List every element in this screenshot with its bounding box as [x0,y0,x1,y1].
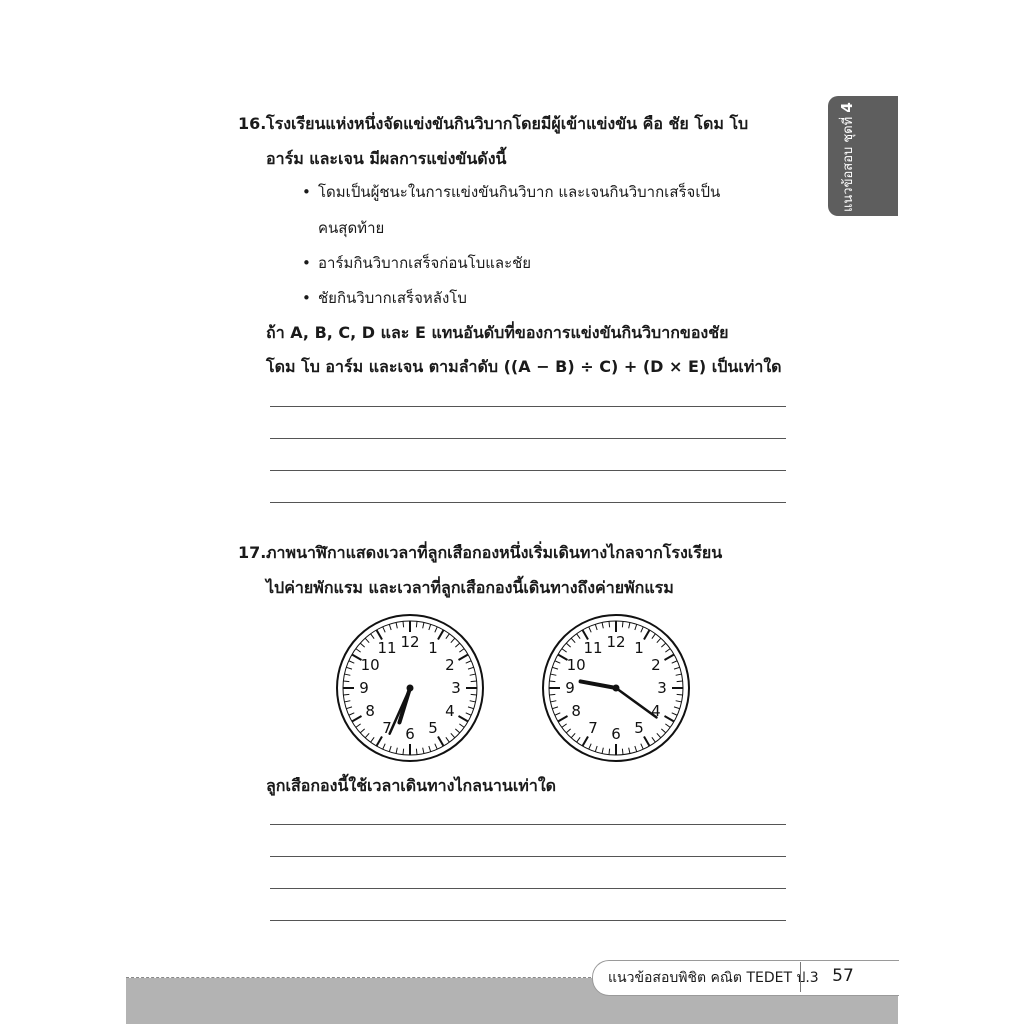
clock-tick [343,694,349,695]
clock-tick [471,681,477,682]
clock-number: 11 [377,639,397,658]
clock-tick [609,621,610,627]
clock-number: 8 [365,702,375,720]
clock-number: 5 [428,718,438,737]
q16-bullet2: อาร์มกินวิบากเสร็จก่อนโบและชัย [318,254,532,272]
answer-line[interactable] [270,888,786,889]
answer-line[interactable] [270,406,786,407]
clock-number: 12 [400,633,420,651]
answer-line[interactable] [270,438,786,439]
clock-number: 4 [651,702,661,720]
answer-line[interactable] [270,856,786,857]
clock-tick [416,621,417,627]
q16-number: 16. [238,114,267,133]
clock-tick [622,749,623,755]
clock-number: 6 [405,725,415,743]
start-clock [334,612,486,764]
clock-center [613,685,620,692]
clock-center [407,685,414,692]
q16-question-line2: โดม โบ อาร์ม และเจน ตามลำดับ ((A − B) ÷ C) + (D × E) เป็นเท่าใด [266,357,782,376]
q17-question: ลูกเสือกองนี้ใช้เวลาเดินทางไกลนานเท่าใด [266,776,557,795]
clock-number: 7 [382,718,392,737]
q17-number: 17. [238,543,267,562]
clock-number: 2 [445,656,455,674]
clock-number: 1 [428,639,438,658]
clock-tick [403,749,404,755]
answer-line[interactable] [270,920,786,921]
clock-tick [609,749,610,755]
clock-number: 6 [611,725,621,743]
side-tab-label: แนวข้อสอบ ชุดที่ 4 [838,102,856,212]
clock-tick [549,681,555,682]
footer-separator [800,962,801,992]
footer-divider [126,977,596,978]
q16-bullet1-line1: โดมเป็นผู้ชนะในการแข่งขันกินวิบาก และเจนกินวิบากเสร็จเป็น [318,183,721,201]
clock-tick [416,749,417,755]
clock-number: 11 [583,639,603,658]
clock-number: 7 [588,718,598,737]
clock-tick [403,621,404,627]
q16-bullet1-line2: คนสุดท้าย [318,219,385,237]
answer-line[interactable] [270,470,786,471]
q17-line1: ภาพนาฬิกาแสดงเวลาที่ลูกเสือกองหนึ่งเริ่มเดินทางไกลจากโรงเรียน [266,543,723,562]
q16-line1: โรงเรียนแห่งหนึ่งจัดแข่งขันกินวิบากโดยมีผู้เข้าแข่งขัน คือ ชัย โดม โบ [266,114,749,133]
answer-line[interactable] [270,824,786,825]
clock-number: 9 [359,679,369,697]
clock-number: 3 [451,679,461,697]
q16-question-line1: ถ้า A, B, C, D และ E แทนอันดับที่ของการแข่งขันกินวิบากของชัย [266,323,729,342]
end-clock [540,612,692,764]
answer-line[interactable] [270,502,786,503]
clock-number: 12 [606,633,626,651]
clock-tick [471,694,477,695]
clock-number: 1 [634,639,644,658]
q16-line2: อาร์ม และเจน มีผลการแข่งขันดังนี้ [266,149,507,168]
q17-line2: ไปค่ายพักแรม และเวลาที่ลูกเสือกองนี้เดินทางถึงค่ายพักแรม [266,578,674,597]
footer-book-title: แนวข้อสอบพิชิต คณิต TEDET ป.3 [608,970,819,986]
clock-number: 5 [634,718,644,737]
clock-number: 10 [360,656,380,674]
clock-number: 2 [651,656,661,674]
clock-number: 10 [566,656,586,674]
clock-number: 3 [657,679,667,697]
bullet-dot: • [302,183,311,201]
clock-tick [622,621,623,627]
q16-bullet3: ชัยกินวิบากเสร็จหลังโบ [318,289,467,307]
clock-number: 8 [571,702,581,720]
clock-tick [677,694,683,695]
clock-number: 4 [445,702,455,720]
bullet-dot: • [302,289,311,307]
clock-tick [343,681,349,682]
clock-tick [677,681,683,682]
bullet-dot: • [302,254,311,272]
clock-number: 9 [565,679,575,697]
page-number: 57 [832,966,854,986]
clock-tick [549,694,555,695]
